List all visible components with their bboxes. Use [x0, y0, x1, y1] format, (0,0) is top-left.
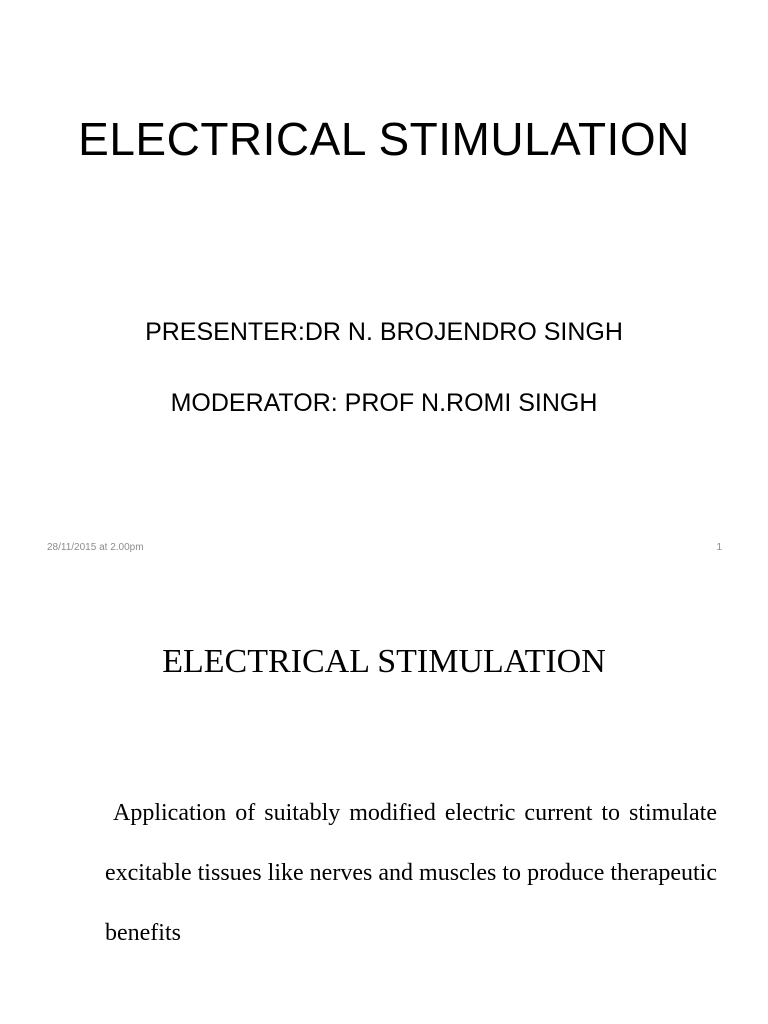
- page-number: 1: [716, 542, 722, 553]
- footer-date: 28/11/2015 at 2.00pm: [47, 542, 144, 553]
- slide-body-text: Application of suitably modified electric current to stimulate excitable tissues like nerves and muscles to produce therapeutic benefits: [105, 800, 717, 946]
- moderator-line: MODERATOR: PROF N.ROMI SINGH: [170, 389, 598, 417]
- slide-title: ELECTRICAL STIMULATION: [78, 113, 690, 165]
- slide-2: [0, 568, 768, 1024]
- slide-title: ELECTRICAL STIMULATION: [162, 643, 606, 680]
- presenter-line: PRESENTER:DR N. BROJENDRO SINGH: [145, 318, 623, 346]
